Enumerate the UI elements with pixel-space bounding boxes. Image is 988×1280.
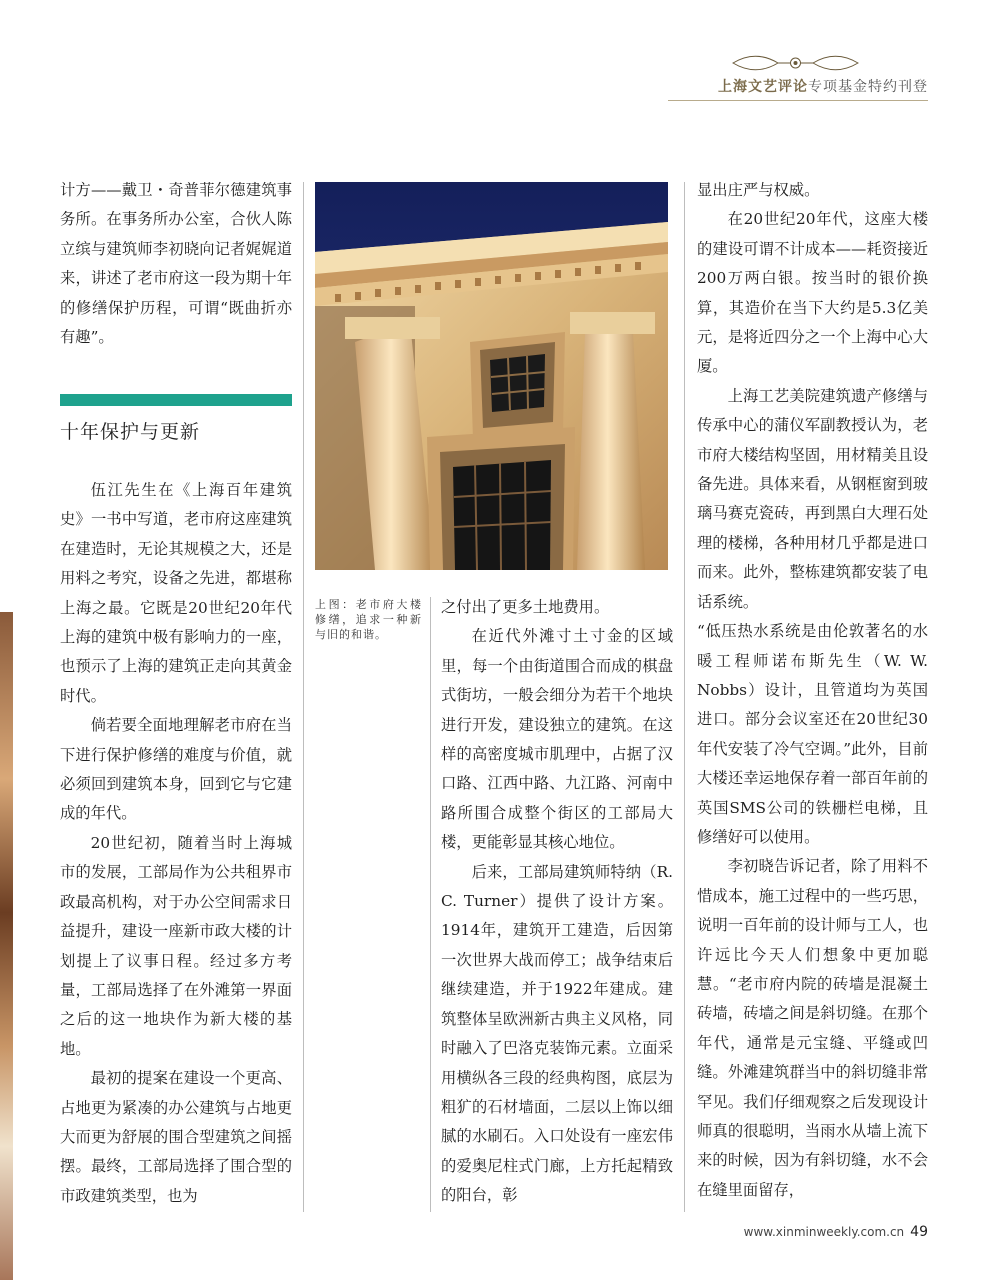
column-1 [60, 176, 292, 352]
masthead-rule [668, 100, 928, 101]
paragraph: 后来，工部局建筑师特纳（R. C. Turner）提供了设计方案。1914年，建筑开工建造，后因第一次世界大战而停工；战争结束后继续建造，并于1922年建成。建筑整体呈欧洲新古典主义风格，同时融入了巴洛克装饰元素。立面采用横纵各三段的经典构图，底层为粗犷的石材墙面，二层以上饰以细腻的水刷石。入口处设有一座宏伟的爱奥尼柱式门廊，上方托起精致的阳台，彰 [441, 862, 673, 1205]
column-2 [60, 476, 292, 1211]
paragraph: 最初的提案在建设一个更高、占地更为紧凑的办公建筑与占地更大而更为舒展的围合型建筑之间摇摆。最终，工部局选择了围合型的市政建筑类型，也为 [60, 1069, 292, 1205]
paragraph: “低压热水系统是由伦敦著名的水暖工程师诺布斯先生（W. W. Nobbs）设计，且管道均为英国进口。部分会议室还在20世纪30年代安装了冷气空调。”此外，目前大楼还幸运地保存着一部百年前的英国SMS公司的铁栅栏电梯，且修缮好可以使用。 [697, 622, 928, 846]
paragraph: 在近代外滩寸土寸金的区域里，每一个由街道围合而成的棋盘式街坊，一般会细分为若干个地块进行开发，建设独立的建筑。在这样的高密度城市肌理中，占据了汉口路、江西中路、九江路、河南中路所围合成整个街区的工部局大楼，更能彰显其核心地位。 [441, 627, 673, 852]
paragraph: 显出庄严与权威。 [697, 181, 820, 199]
column-3 [441, 593, 673, 1211]
paragraph: 之付出了更多土地费用。 [441, 598, 610, 616]
building-facade-illustration [315, 182, 668, 570]
column-divider [430, 597, 431, 1212]
masthead-subtitle: 专项基金特约刊登 [808, 79, 928, 95]
paragraph: 倘若要全面地理解老市府在当下进行保护修缮的难度与价值，就必须回到建筑本身，回到它与它建成的年代。 [60, 716, 292, 823]
masthead [668, 52, 928, 112]
ornament-flourish-icon [728, 52, 863, 74]
paragraph: 在20世纪20年代，这座大楼的建设可谓不计成本——耗资接近200万两白银。按当时的银价换算，其造价在当下大约是5.3亿美元，是将近四分之一个上海中心大厦。 [697, 210, 928, 376]
footer-url: www.xinminweekly.com.cn [743, 1225, 905, 1239]
paragraph: 计方——戴卫・奇普菲尔德建筑事务所。在事务所办公室，合伙人陈立缤与建筑师李初晓向记者娓娓道来，讲述了老市府这一段为期十年的修缮保护历程，可谓“既曲折亦有趣”。 [60, 181, 292, 347]
paragraph: 上海工艺美院建筑遗产修缮与传承中心的蒲仪军副教授认为，老市府大楼结构坚固，用材精美且设备先进。具体来看，从钢框窗到玻璃马赛克瓷砖，再到黑白大理石处理的楼梯，各种用材几乎都是进口而来。此外，整栋建筑都安装了电话系统。 [697, 386, 928, 611]
column-divider [303, 182, 304, 1212]
masthead-brand: 上海文艺评论 [718, 79, 808, 95]
section-accent-bar [60, 394, 292, 406]
column-4 [697, 176, 928, 1205]
adjacent-page-photo-edge [0, 612, 13, 1280]
paragraph: 伍江先生在《上海百年建筑史》一书中写道，老市府这座建筑在建造时，无论其规模之大，还是用料之考究，设备之先进，都堪称上海之最。它既是20世纪20年代上海的建筑中极有影响力的一座，也预示了上海的建筑正走向其黄金时代。 [60, 481, 292, 705]
paragraph: 20世纪初，随着当时上海城市的发展，工部局作为公共租界市政最高机构，对于办公空间需求日益提升，建设一座新市政大楼的计划提上了议事日程。经过多方考量，工部局选择了在外滩第一界面之后的这一地块作为新大楼的基地。 [60, 833, 292, 1058]
page-number: 49 [910, 1224, 928, 1240]
paragraph: 李初晓告诉记者，除了用料不惜成本，施工过程中的一些巧思，说明一百年前的设计师与工人，也许远比今天人们想象中更加聪慧。“老市府内院的砖墙是混凝土砖墙，砖墙之间是斜切缝。在那个年代，通常是元宝缝、平缝或凹缝。外滩建筑群当中的斜切缝非常罕见。我们仔细观察之后发现设计师真的很聪明，当雨水从墙上流下来的时候，因为有斜切缝，水不会在缝里面留存， [697, 857, 928, 1199]
building-facade-photo [315, 182, 668, 570]
section-heading: 十年保护与更新 [60, 421, 201, 443]
page-footer [744, 1224, 928, 1240]
photo-caption: 上图：老市府大楼修缮，追求一种新与旧的和谐。 [315, 598, 422, 641]
column-divider [684, 182, 685, 1212]
